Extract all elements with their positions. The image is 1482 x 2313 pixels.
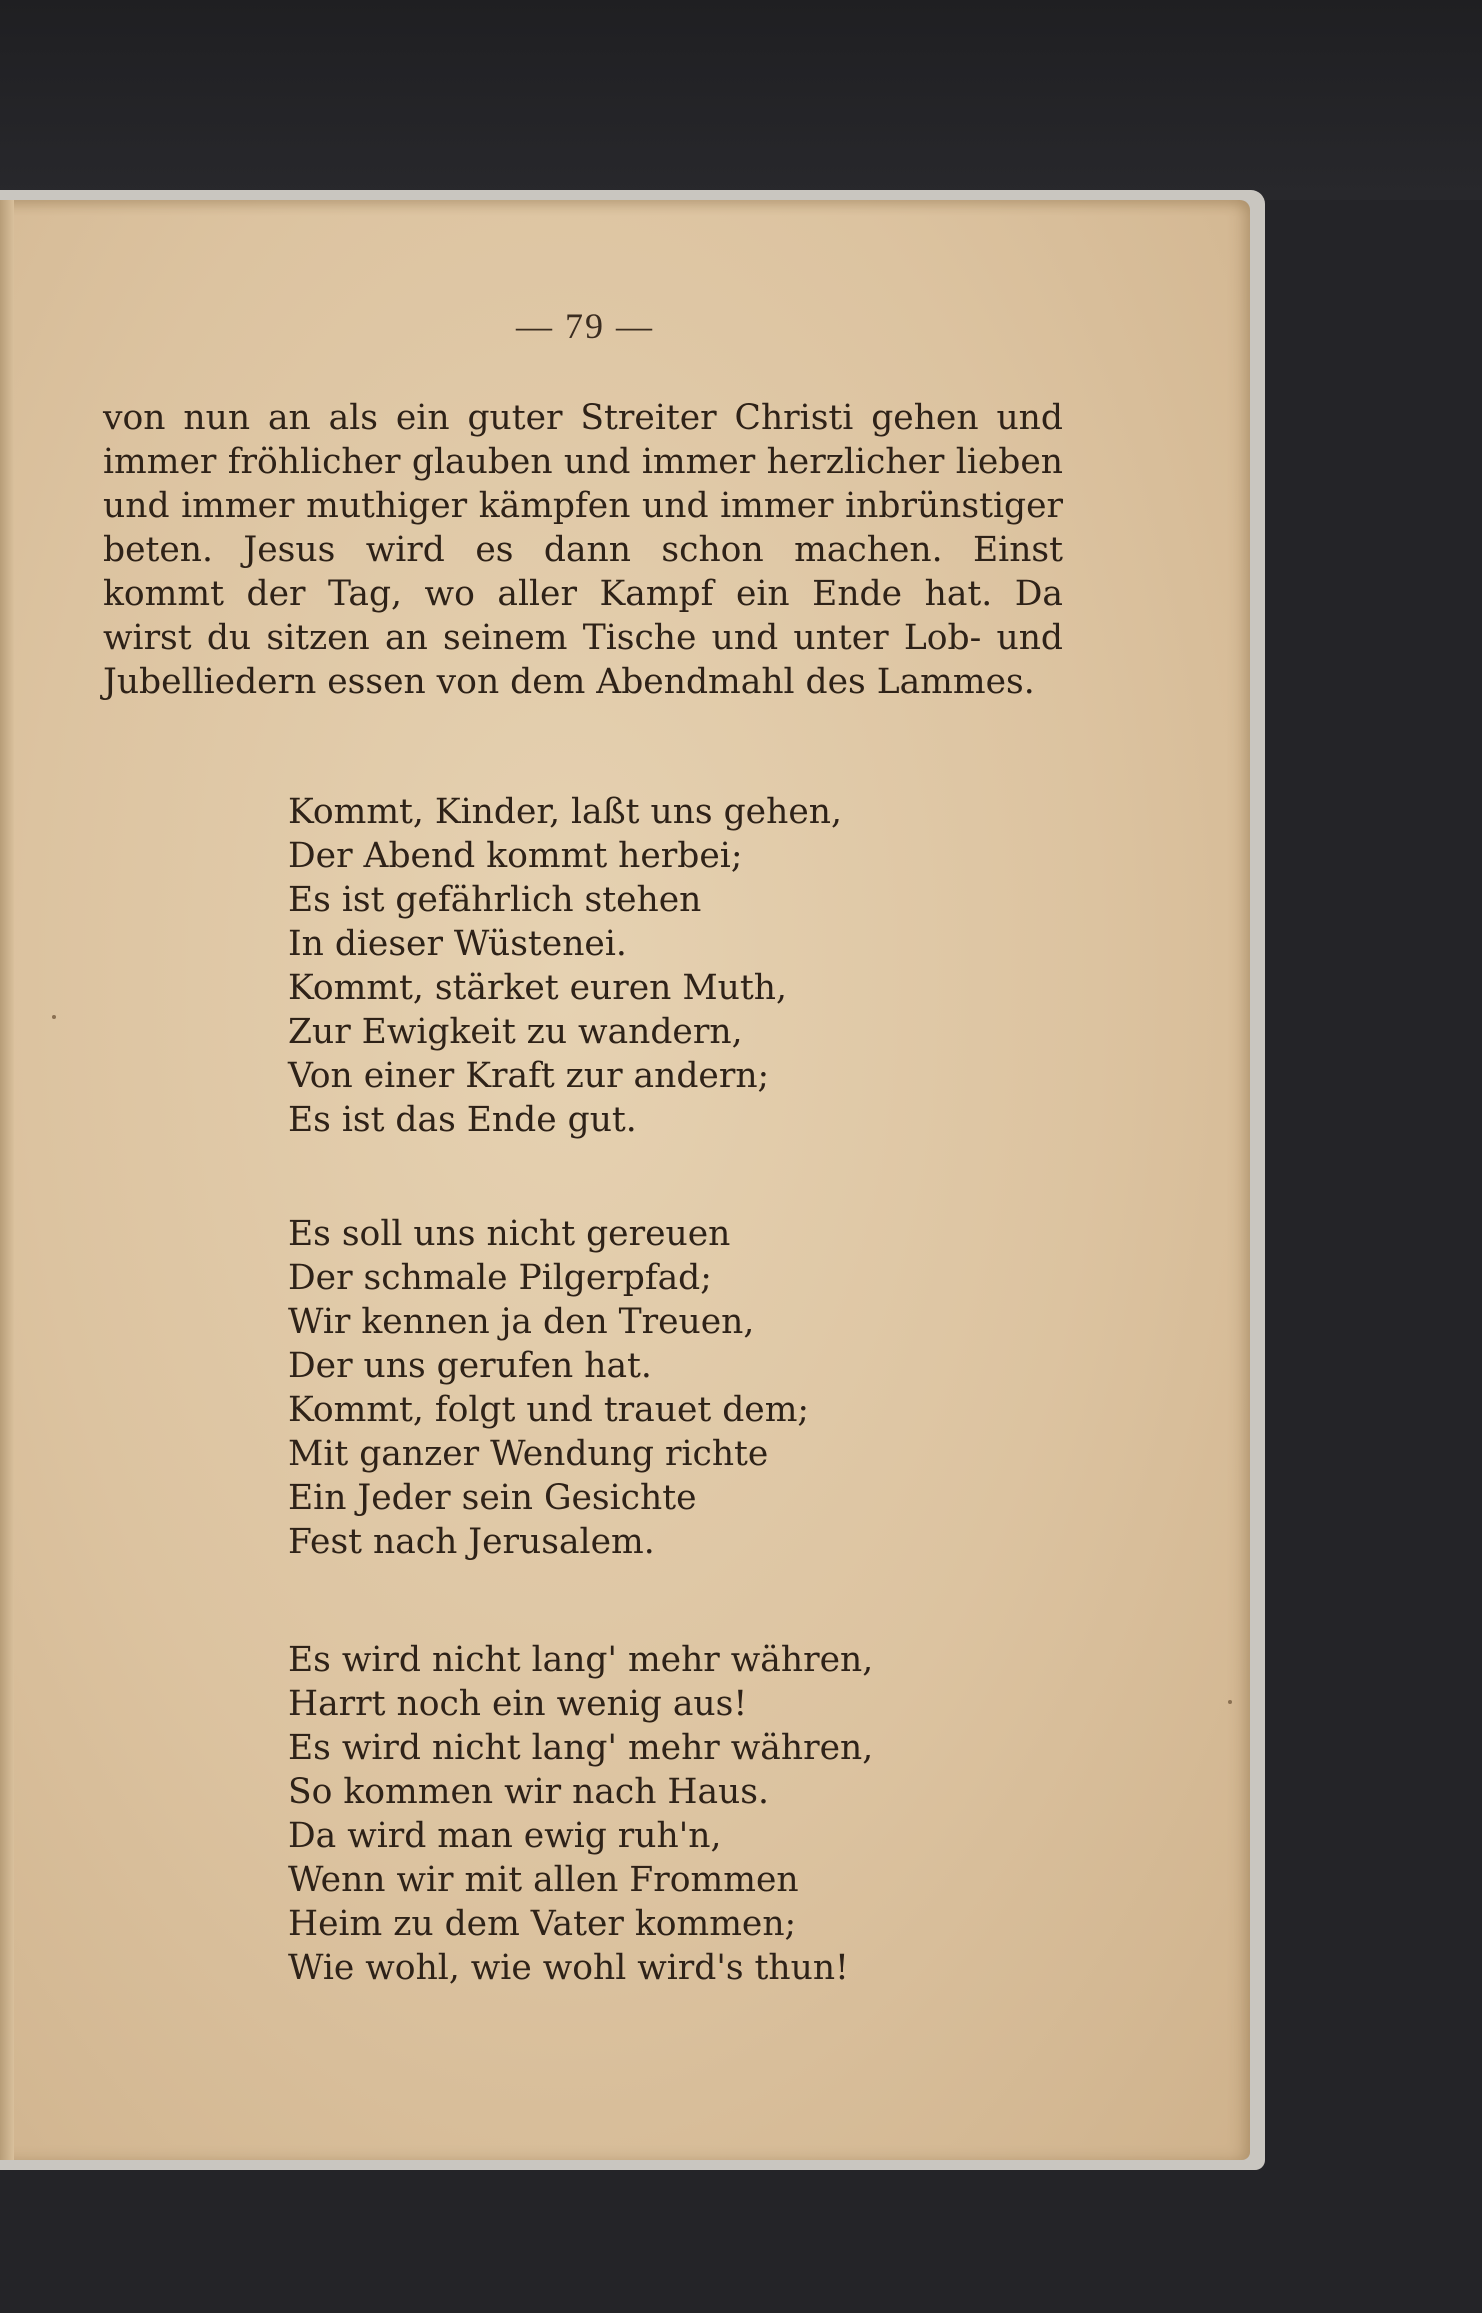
- verse-line: Kommt, folgt und trauet dem;: [288, 1390, 810, 1430]
- verse-line: Heim zu dem Vater kommen;: [288, 1904, 797, 1944]
- verse-line: Von einer Kraft zur andern;: [288, 1056, 770, 1096]
- verse-line: Der uns gerufen hat.: [288, 1346, 652, 1386]
- verse-line: Es ist gefährlich stehen: [288, 880, 702, 920]
- verse-line: Da wird man ewig ruh'n,: [288, 1816, 722, 1856]
- prose-line: beten. Jesus wird es dann schon machen. Einst: [103, 530, 1063, 570]
- background-surface: [0, 0, 1482, 200]
- prose-paragraph: [103, 396, 1063, 704]
- prose-line: und immer muthiger kämpfen und immer inbrünstiger: [103, 486, 1063, 526]
- verse-line: Es ist das Ende gut.: [288, 1100, 637, 1140]
- hymn-stanza-1: [288, 790, 842, 1142]
- verse-line: Wir kennen ja den Treuen,: [288, 1302, 755, 1342]
- prose-line: immer fröhlicher glauben und immer herzlicher lieben: [103, 442, 1063, 482]
- prose-line: kommt der Tag, wo aller Kampf ein Ende hat. Da: [103, 574, 1063, 614]
- verse-line: Kommt, Kinder, laßt uns gehen,: [288, 792, 842, 832]
- verse-line: Zur Ewigkeit zu wandern,: [288, 1012, 743, 1052]
- hymn-stanza-2: [288, 1212, 809, 1564]
- verse-line: Mit ganzer Wendung richte: [288, 1434, 769, 1474]
- verse-line: Kommt, stärket euren Muth,: [288, 968, 787, 1008]
- verse-line: Es wird nicht lang' mehr währen,: [288, 1728, 874, 1768]
- hymn-stanza-3: [288, 1638, 873, 1990]
- prose-line: wirst du sitzen an seinem Tische und unter Lob- und: [103, 618, 1063, 658]
- prose-line: Jubelliedern essen von dem Abendmahl des Lammes.: [103, 662, 1035, 702]
- book-spine-edge: [0, 200, 14, 2160]
- paper-speck: [52, 1015, 56, 1019]
- verse-line: Fest nach Jerusalem.: [288, 1522, 655, 1562]
- verse-line: Harrt noch ein wenig aus!: [288, 1684, 748, 1724]
- prose-line: von nun an als ein guter Streiter Christi gehen und: [103, 398, 1063, 438]
- verse-line: So kommen wir nach Haus.: [288, 1772, 769, 1812]
- verse-line: Wenn wir mit allen Frommen: [288, 1860, 799, 1900]
- paper-speck: [1228, 1700, 1232, 1704]
- verse-line: Wie wohl, wie wohl wird's thun!: [288, 1948, 849, 1988]
- verse-line: Ein Jeder sein Gesichte: [288, 1478, 697, 1518]
- verse-line: Der schmale Pilgerpfad;: [288, 1258, 712, 1298]
- verse-line: Es soll uns nicht gereuen: [288, 1214, 731, 1254]
- verse-line: In dieser Wüstenei.: [288, 924, 627, 964]
- verse-line: Der Abend kommt herbei;: [288, 836, 743, 876]
- verse-line: Es wird nicht lang' mehr währen,: [288, 1640, 874, 1680]
- page-number: — 79 —: [516, 306, 654, 346]
